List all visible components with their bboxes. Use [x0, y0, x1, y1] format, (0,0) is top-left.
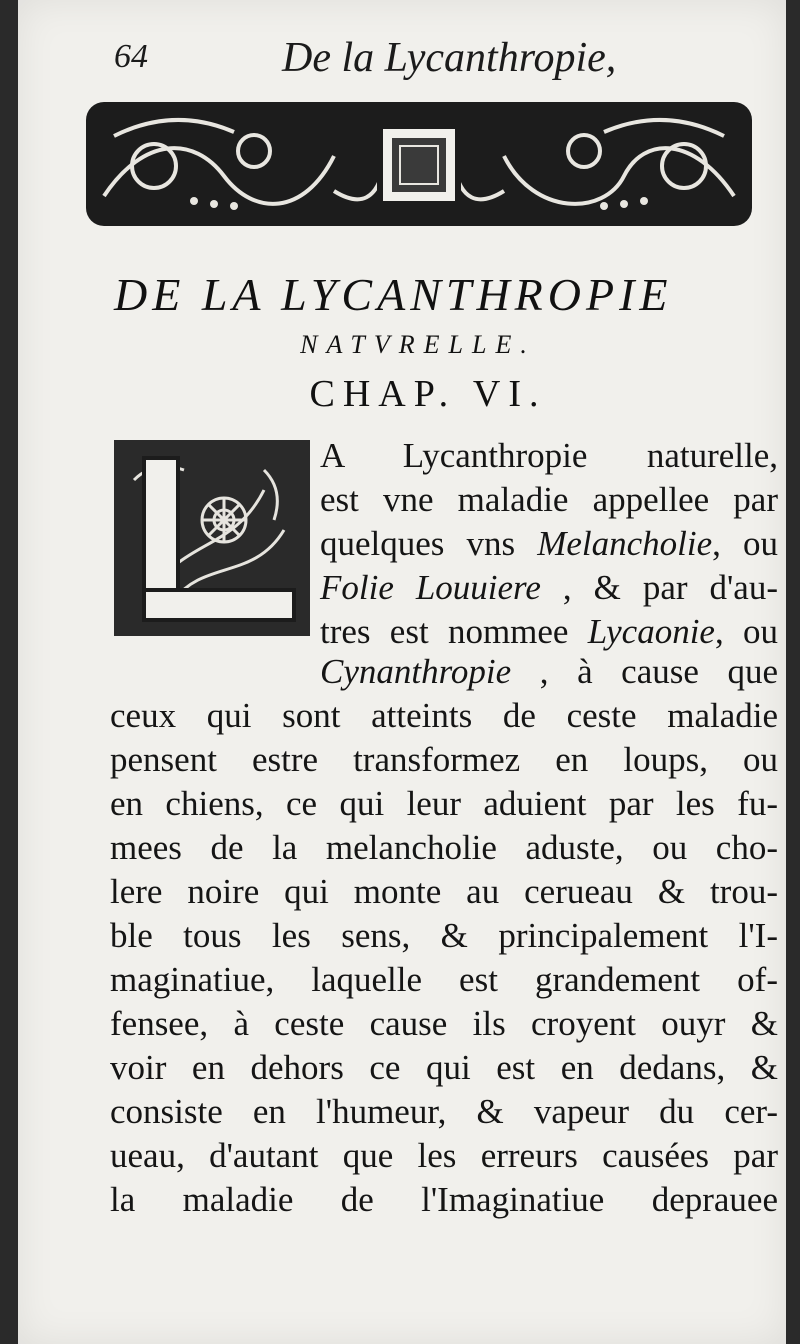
- text-line: [110, 914, 778, 958]
- text-line: [320, 650, 778, 694]
- text-span: voir en dehors ce qui est en dedans, &: [110, 1048, 778, 1087]
- text-line: [320, 566, 778, 610]
- text-line: [110, 958, 778, 1002]
- text-line: [320, 434, 778, 478]
- text-line: [110, 694, 778, 738]
- floral-dropcap-icon: [114, 440, 310, 636]
- text-line: [110, 1046, 778, 1090]
- text-span: mees de la melancholie aduste, ou cho-: [110, 828, 778, 867]
- text-span: maginatiue, laquelle est grandement of-: [110, 960, 778, 999]
- text-span: , ou: [714, 612, 778, 651]
- book-page: [18, 0, 786, 1344]
- dropcap: [114, 440, 310, 636]
- text-line: [110, 826, 778, 870]
- subtitle-heading: NATVRELLE.: [300, 330, 536, 359]
- italic-text: Lycaonie: [587, 612, 715, 651]
- title-heading: DE LA LYCANTHROPIE: [114, 269, 673, 320]
- text-line: [110, 870, 778, 914]
- text-line: [110, 1134, 778, 1178]
- text-span: ble tous les sens, & principalement l'I-: [110, 916, 778, 955]
- text-span: en chiens, ce qui leur aduient par les fu-: [110, 784, 778, 823]
- italic-text: Cynanthropie: [320, 652, 512, 691]
- text-span: , ou: [712, 524, 778, 563]
- text-line: [110, 782, 778, 826]
- text-span: ceux qui sont atteints de ceste maladie: [110, 696, 778, 735]
- text-line: [320, 610, 778, 654]
- text-span: la maladie de l'Imaginatiue deprauee: [110, 1180, 778, 1219]
- text-span: quelques vns: [320, 524, 538, 563]
- running-title: De la Lycanthropie,: [282, 35, 617, 81]
- text-span: consiste en l'humeur, & vapeur du cer-: [110, 1092, 778, 1131]
- text-span: , à cause que: [511, 652, 778, 691]
- text-span: , & par d'au-: [540, 568, 778, 607]
- text-line: [110, 1090, 778, 1134]
- text-span: ueau, d'autant que les erreurs causées par: [110, 1136, 778, 1175]
- text-line: [110, 738, 778, 782]
- text-line: [320, 478, 778, 522]
- headpiece-ornament: [84, 96, 754, 231]
- text-line: [110, 1002, 778, 1046]
- text-span: A Lycanthropie naturelle,: [320, 436, 778, 475]
- chapter-heading: CHAP. VI.: [309, 373, 547, 415]
- page-number: 64: [114, 38, 148, 75]
- text-span: fensee, à ceste cause ils croyent ouyr &: [110, 1004, 778, 1043]
- text-span: est vne maladie appellee par: [320, 480, 778, 519]
- italic-text: Melancholie: [537, 524, 713, 563]
- text-line: [110, 1178, 778, 1222]
- text-line: [320, 522, 778, 566]
- text-span: lere noire qui monte au cerueau & trou-: [110, 872, 778, 911]
- running-head: [114, 34, 734, 94]
- text-span: pensent estre transformez en loups, ou: [110, 740, 778, 779]
- text-span: tres est nommee: [320, 612, 588, 651]
- italic-text: Folie Louuiere: [320, 568, 541, 607]
